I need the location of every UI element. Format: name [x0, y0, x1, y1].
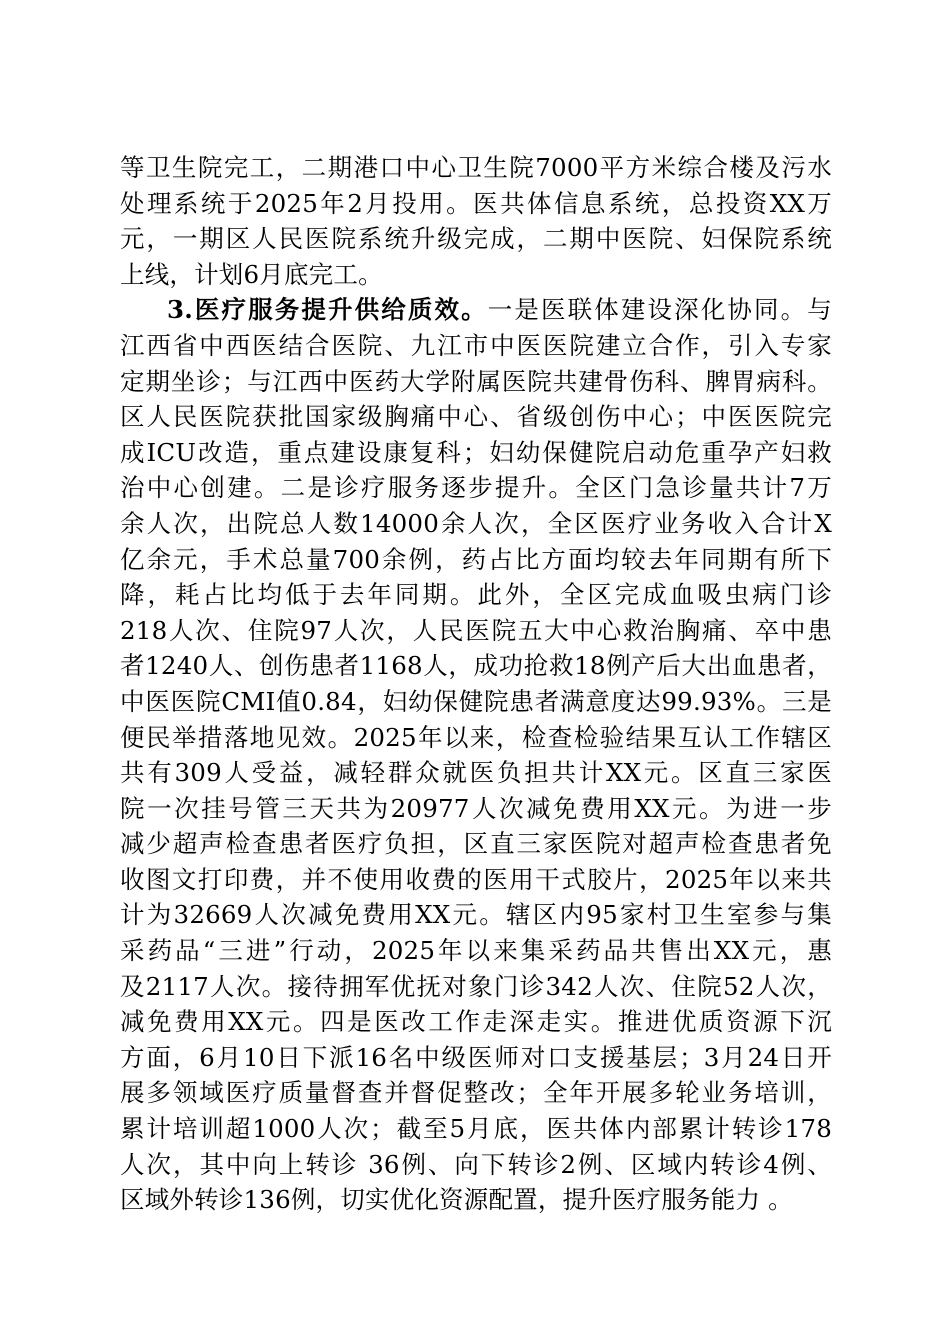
text-line: 余人次，出院总人数14000余人次，全区医疗业务收入合计X — [120, 508, 832, 538]
text-line: 累计培训超1000人次；截至5月底，医共体内部累计转诊178 — [120, 1114, 832, 1144]
body-text — [120, 150, 832, 1218]
text-line: 区域外转诊136例，切实优化资源配置，提升医疗服务能力 。 — [120, 1185, 793, 1215]
text-line: 收图文打印费，并不使用收费的医用干式胶片，2025年以来共 — [120, 864, 832, 894]
section-heading: 3.医疗服务提升供给质效。 — [167, 295, 488, 325]
text-line: 减少超声检查患者医疗负担，区直三家医院对超声检查患者免 — [120, 829, 832, 859]
text-line: 降，耗占比均低于去年同期。此外，全区完成血吸虫病门诊 — [120, 580, 832, 610]
text-line: 中医医院CMI值0.84，妇幼保健院患者满意度达99.93%。三是 — [120, 686, 832, 716]
text-line: 等卫生院完工，二期港口中心卫生院7000平方米综合楼及污水 — [120, 153, 832, 182]
text-line: 院一次挂号管三天共为20977人次减免费用XX元。为进一步 — [120, 793, 832, 823]
text-line: 区人民医院获批国家级胸痛中心、省级创伤中心；中医医院完 — [120, 402, 832, 432]
text-line: 计为32669人次减免费用XX元。辖区内95家村卫生室参与集 — [120, 900, 832, 930]
text-line: 便民举措落地见效。2025年以来，检查检验结果互认工作辖区 — [120, 722, 832, 752]
text-line: 者1240人、创伤患者1168人，成功抢救18例产后大出血患者， — [120, 651, 832, 681]
text-line: 展多领域医疗质量督查并督促整改；全年开展多轮业务培训， — [120, 1078, 832, 1108]
text-line: 218人次、住院97人次，人民医院五大中心救治胸痛、卒中患 — [120, 615, 832, 645]
text-line: 定期坐诊；与江西中医药大学附属医院共建骨伤科、脾胃病科。 — [120, 366, 832, 396]
text-line: 处理系统于2025年2月投用。医共体信息系统，总投资XX万 — [120, 188, 832, 218]
text-line: 成ICU改造，重点建设康复科；妇幼保健院启动危重孕产妇救 — [120, 437, 832, 467]
text-line — [120, 292, 832, 328]
paragraph-medical-services — [120, 292, 832, 1217]
text-line: 方面，6月10日下派16名中级医师对口支援基层；3月24日开 — [120, 1042, 832, 1072]
text-line: 治中心创建。二是诊疗服务逐步提升。全区门急诊量共计7万 — [120, 473, 832, 503]
text-line: 江西省中西医结合医院、九江市中医医院建立合作，引入专家 — [120, 330, 832, 360]
paragraph-facilities — [120, 150, 832, 292]
text-line-rest: 一是医联体建设深化协同。与 — [487, 295, 832, 325]
text-line: 及2117人次。接待拥军优抚对象门诊342人次、住院52人次， — [120, 971, 832, 1001]
text-line: 元，一期区人民医院系统升级完成，二期中医院、妇保院系统 — [120, 224, 832, 254]
text-line: 采药品“三进”行动，2025年以来集采药品共售出XX元，惠 — [120, 936, 832, 966]
text-line: 上线，计划6月底完工。 — [120, 259, 383, 289]
text-line: 人次，其中向上转诊 36例、向下转诊2例、区域内转诊4例、 — [120, 1149, 832, 1179]
text-line: 亿余元，手术总量700余例，药占比方面均较去年同期有所下 — [120, 544, 832, 574]
text-line: 减免费用XX元。四是医改工作走深走实。推进优质资源下沉 — [120, 1007, 832, 1037]
text-line: 共有309人受益，减轻群众就医负担共计XX元。区直三家医 — [120, 758, 832, 788]
